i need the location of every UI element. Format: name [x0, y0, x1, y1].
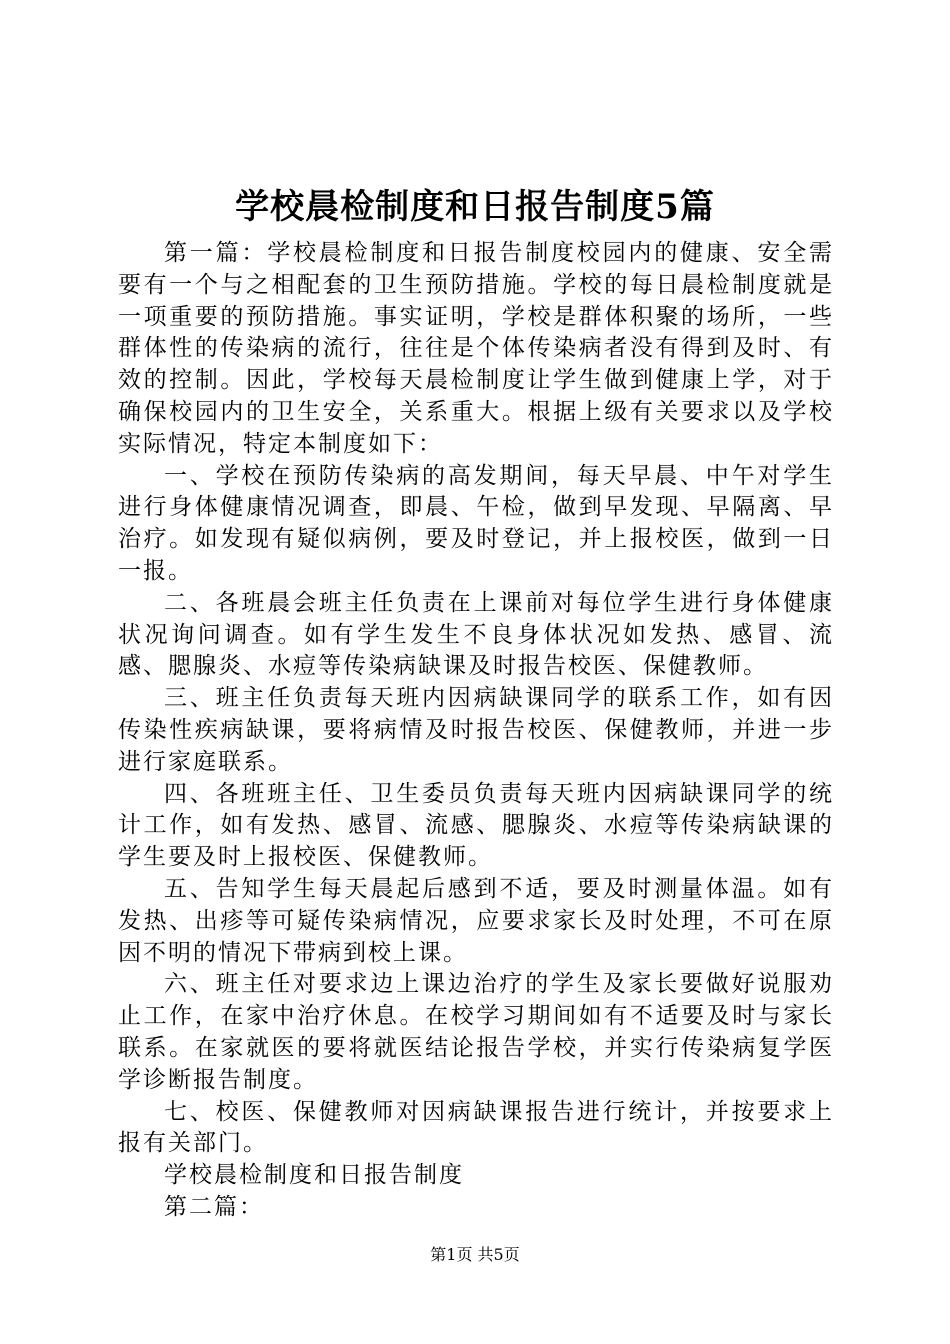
- page-footer: 第1页 共5页: [430, 1245, 520, 1264]
- paragraph-item-1: 一、学校在预防传染病的高发期间，每天早晨、中午对学生进行身体健康情况调查，即晨、午检，做到早发现、早隔离、早治疗。如发现有疑似病例，要及时登记，并上报校医，做到一日一报。: [118, 462, 834, 584]
- paragraph-item-6: 六、班主任对要求边上课边治疗的学生及家长要做好说服劝止工作，在家中治疗休息。在校学习期间如有不适要及时与家长联系。在家就医的要将就医结论报告学校，并实行传染病复学医学诊断报告制度。: [118, 971, 834, 1093]
- paragraph-subtitle: 学校晨检制度和日报告制度: [164, 1162, 464, 1189]
- paragraph-item-4: 四、各班班主任、卫生委员负责每天班内因病缺课同学的统计工作，如有发热、感冒、流感、腮腺炎、水痘等传染病缺课的学生要及时上报校医、保健教师。: [118, 780, 834, 871]
- paragraph-item-2: 二、各班晨会班主任负责在上课前对每位学生进行身体健康状况询问调查。如有学生发生不良身体状况如发热、感冒、流感、腮腺炎、水痘等传染病缺课及时报告校医、保健教师。: [118, 589, 834, 680]
- paragraph-section-2-heading: 第二篇：: [164, 1193, 264, 1220]
- document-body: [118, 238, 834, 1224]
- paragraph-item-3: 三、班主任负责每天班内因病缺课同学的联系工作，如有因传染性疾病缺课，要将病情及时报告校医、保健教师，并进一步进行家庭联系。: [118, 685, 834, 775]
- document-title: 学校晨检制度和日报告制度5篇: [235, 187, 715, 227]
- paragraph-item-7: 七、校医、保健教师对因病缺课报告进行统计，并按要求上报有关部门。: [118, 1098, 834, 1157]
- paragraph-item-5: 五、告知学生每天晨起后感到不适，要及时测量体温。如有发热、出疹等可疑传染病情况，应要求家长及时处理，不可在原因不明的情况下带病到校上课。: [118, 875, 834, 966]
- paragraph-intro: 第一篇：学校晨检制度和日报告制度校园内的健康、安全需要有一个与之相配套的卫生预防措施。学校的每日晨检制度就是一项重要的预防措施。事实证明，学校是群体积聚的场所，一些群体性的传染病的流行，往往是个体传染病者没有得到及时、有效的控制。因此，学校每天晨检制度让学生做到健康上学，对于确保校园内的卫生安全，关系重大。根据上级有关要求以及学校实际情况，特定本制度如下：: [118, 240, 834, 457]
